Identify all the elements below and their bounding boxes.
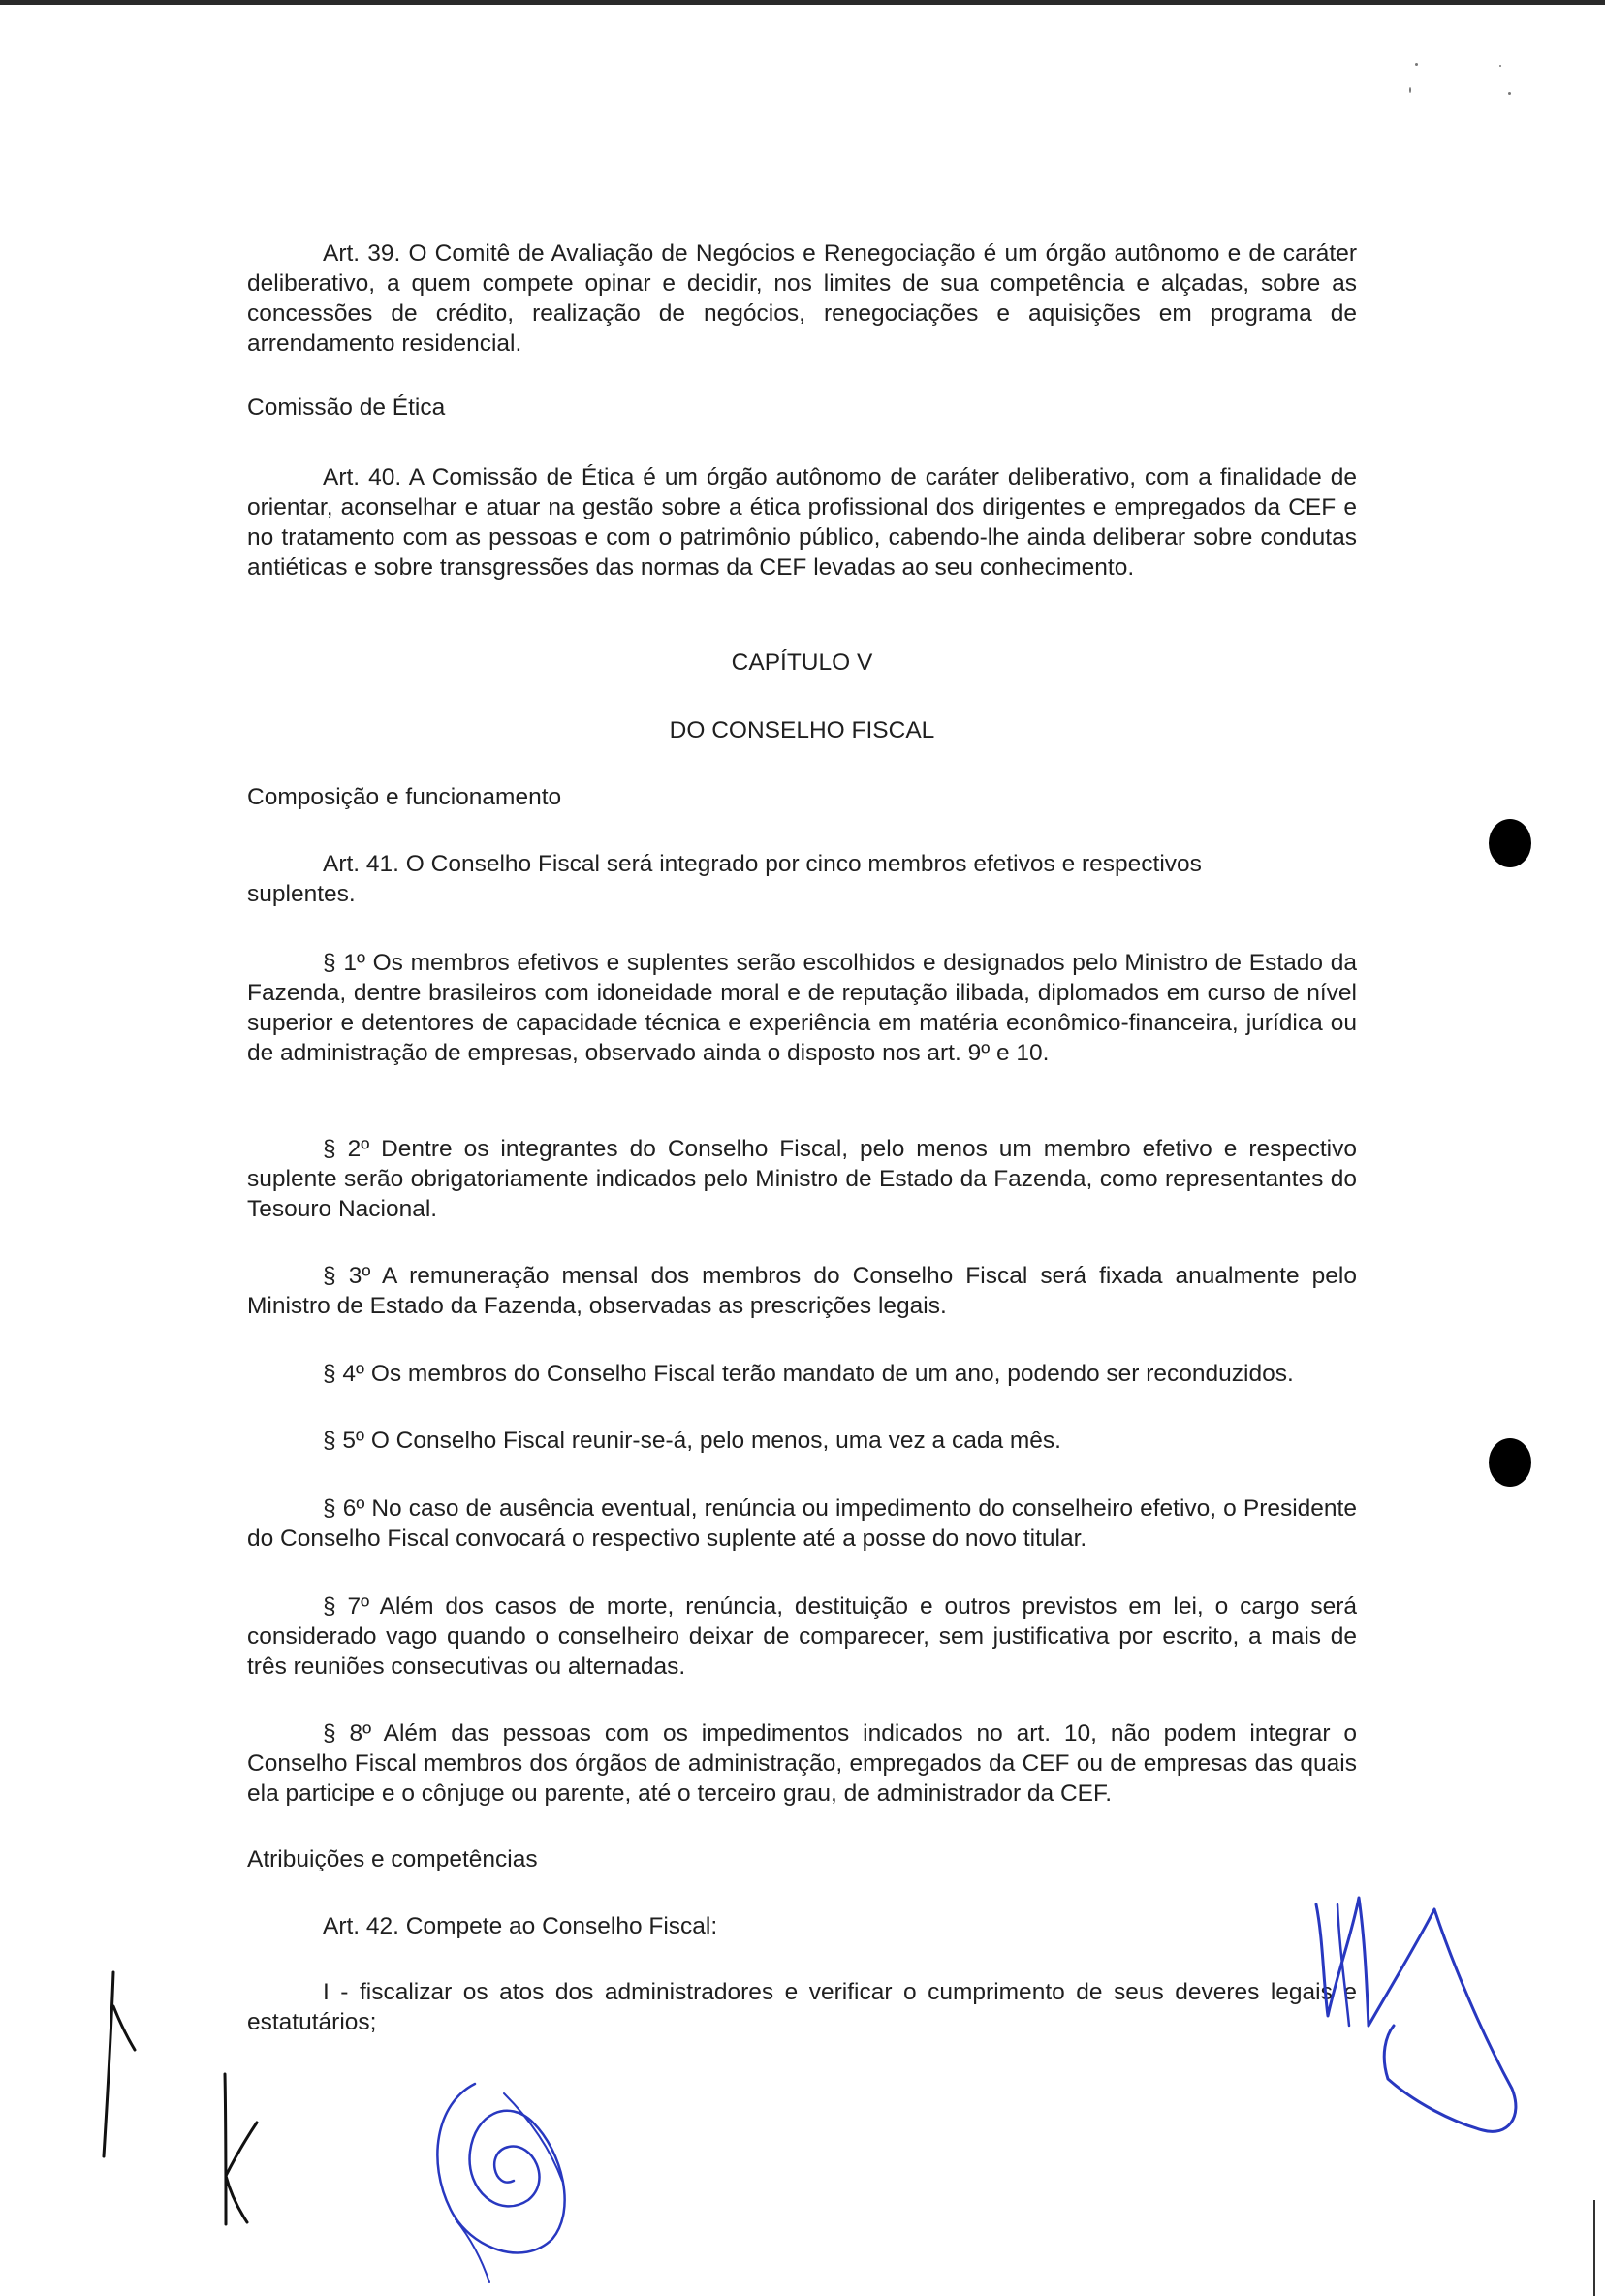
pen-stroke [104, 1972, 135, 2156]
punch-hole [1489, 1438, 1531, 1487]
paragraph-4-text: § 4º Os membros do Conselho Fiscal terão mandato de um ano, podendo ser reconduzidos. [323, 1361, 1294, 1387]
paragraph-3-text: § 3º A remuneração mensal dos membros do Conselho Fiscal será fixada anualmente pelo Ministro de Estado da Fazenda, observadas as prescrições legais. [247, 1263, 1357, 1319]
heading-etica: Comissão de Ética [247, 394, 446, 421]
signature-stroke [437, 2084, 564, 2252]
signature-blue-scribble [417, 2074, 591, 2287]
article-41 [247, 849, 1255, 909]
article-40-text: Art. 40. A Comissão de Ética é um órgão autônomo de caráter deliberativo, com a finalidade de orientar, aconselhar e atuar na gestão sobre a ética profissional dos dirigentes e empregados da CEF e no tratamento com as pessoas e com o patrimônio público, cabendo-lhe ainda deliberar sobre condutas antiéticas e sobre transgressões das normas da CEF levadas ao seu conhecimento. [247, 464, 1357, 581]
handwritten-mark-center-left [208, 2069, 286, 2234]
scan-speck [1415, 63, 1418, 66]
initials-stroke [1316, 1898, 1516, 2131]
article-39-text: Art. 39. O Comitê de Avaliação de Negócios e Renegociação é um órgão autônomo e de caráter deliberativo, a quem compete opinar e decidir, nos limites de sua competência e alçadas, sobre as concessões de crédito, realização de negócios, renegociações e aquisições em programa de arrendamento residencial. [247, 240, 1357, 357]
scan-speck [1409, 87, 1411, 93]
punch-hole [1489, 819, 1531, 867]
chapter-title-block [247, 715, 1357, 745]
paragraph-6 [247, 1494, 1357, 1554]
article-41-text: Art. 41. O Conselho Fiscal será integrado por cinco membros efetivos e respectivos suplentes. [247, 851, 1202, 907]
chapter-number: CAPÍTULO V [731, 649, 873, 676]
signature-stroke [456, 2093, 562, 2282]
article-40 [247, 462, 1357, 582]
paragraph-2 [247, 1134, 1357, 1224]
paragraph-5 [247, 1426, 1357, 1456]
paragraph-2-text: § 2º Dentre os integrantes do Conselho Fiscal, pelo menos um membro efetivo e respectivo suplente serão obrigatoriamente indicados pelo Ministro de Estado da Fazenda, como representantes do Tesouro Nacional. [247, 1136, 1357, 1222]
paragraph-7 [247, 1591, 1357, 1682]
paragraph-1-text: § 1º Os membros efetivos e suplentes serão escolhidos e designados pelo Ministro de Estado da Fazenda, dentre brasileiros com idoneidade moral e de reputação ilibada, diplomados em curso de nível superior e detentores de capacidade técnica e experiência em matéria econômico-financeira, jurídica ou de administração de empresas, observado ainda o disposto nos art. 9º e 10. [247, 950, 1357, 1066]
chapter-label [247, 647, 1357, 677]
paragraph-8-text: § 8º Além das pessoas com os impedimentos indicados no art. 10, não podem integrar o Conselho Fiscal membros dos órgãos de administração, empregados da CEF ou de empresas das quais ela participe e o cônjuge ou parente, até o terceiro grau, de administrador da CEF. [247, 1720, 1357, 1807]
paragraph-5-text: § 5º O Conselho Fiscal reunir-se-á, pelo menos, uma vez a cada mês. [323, 1428, 1061, 1454]
scan-speck [1508, 92, 1511, 95]
heading-composicao: Composição e funcionamento [247, 784, 562, 810]
article-39 [247, 238, 1357, 359]
handwritten-mark-left [92, 1967, 150, 2190]
paragraph-7-text: § 7º Além dos casos de morte, renúncia, destituição e outros previstos em lei, o cargo será considerado vago quando o conselheiro deixar de comparecer, sem justificativa por escrito, a mais de três reuniões consecutivas ou alternadas. [247, 1593, 1357, 1680]
section-heading-composicao [247, 782, 1357, 812]
initials-signature-right [1299, 1880, 1531, 2190]
section-heading-atribuicoes [247, 1844, 1357, 1874]
section-heading-etica [247, 393, 1357, 423]
scan-top-border [0, 0, 1605, 5]
inciso-1 [247, 1977, 1357, 2037]
heading-atribuicoes: Atribuições e competências [247, 1846, 538, 1872]
inciso-1-text: I - fiscalizar os atos dos administradores e verificar o cumprimento de seus deveres legais e estatutários; [247, 1979, 1357, 2035]
chapter-title: DO CONSELHO FISCAL [669, 717, 935, 743]
scan-margin-line [1593, 2200, 1595, 2296]
paragraph-8 [247, 1718, 1357, 1808]
scan-speck [1499, 65, 1501, 67]
paragraph-3 [247, 1261, 1357, 1321]
article-42-text: Art. 42. Compete ao Conselho Fiscal: [323, 1913, 718, 1939]
paragraph-1 [247, 948, 1357, 1068]
paragraph-6-text: § 6º No caso de ausência eventual, renúncia ou impedimento do conselheiro efetivo, o Presidente do Conselho Fiscal convocará o respectivo suplente até a posse do novo titular. [247, 1495, 1357, 1552]
paragraph-4 [247, 1359, 1357, 1389]
initials-stroke [1338, 1904, 1349, 2026]
article-42 [247, 1911, 1357, 1941]
pen-stroke [225, 2074, 257, 2224]
